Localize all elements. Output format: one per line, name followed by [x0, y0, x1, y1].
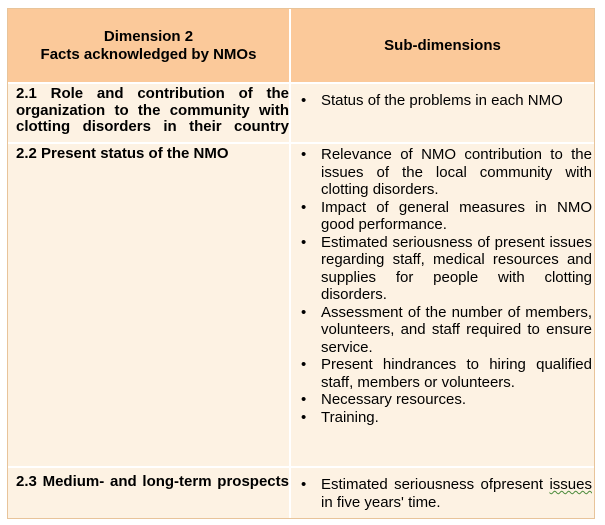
bullet-icon: • [301, 391, 307, 408]
bullet-icon: • [301, 198, 307, 216]
row-2-2-label-cell [8, 144, 289, 466]
list-item [301, 476, 592, 511]
list-item-text: Status of the problems in each NMO [321, 92, 563, 109]
list-item [301, 356, 592, 391]
bullet-icon: • [301, 233, 307, 251]
header-dimension-subtitle: Facts acknowledged by NMOs [40, 45, 257, 63]
row-2-1-label: 2.1 Role and contribution of the organization to the community with clotting disorders in their country [16, 85, 289, 135]
dimension-table [7, 8, 595, 519]
list-item-text: Training. [321, 408, 379, 426]
list-item-text: Assessment of the number of members, volunteers, and staff required to ensure service. [321, 303, 592, 356]
row-2-3-label-cell [8, 468, 289, 518]
list-item [301, 92, 592, 110]
list-item [301, 304, 592, 357]
list-item-text-before: Estimated seriousness ofpresent [321, 476, 550, 493]
header-subdimensions-cell [291, 9, 594, 82]
row-2-2-items-cell [291, 144, 594, 466]
row-2-3-items-cell [291, 468, 594, 518]
list-item-text-after: in five years' time. [321, 493, 441, 511]
list-item [301, 391, 592, 409]
bullet-icon: • [301, 303, 307, 321]
bullet-icon: • [301, 92, 307, 109]
row-2-1-label-cell [8, 84, 289, 142]
list-item [301, 199, 592, 234]
bullet-icon: • [301, 146, 307, 163]
header-dimension-cell [8, 9, 289, 82]
list-item [301, 234, 592, 304]
row-2-3-list [291, 476, 594, 511]
list-item [301, 409, 592, 427]
list-item-text: Impact of general measures in NMO good performance. [321, 198, 592, 233]
spellcheck-underlined-word: issues [549, 476, 592, 493]
bullet-icon: • [301, 408, 307, 426]
bullet-icon: • [301, 476, 307, 493]
header-dimension-title: Dimension 2 [103, 27, 194, 45]
list-item-text: Relevance of NMO contribution to the issues of the local community with clotting disorders. [321, 146, 592, 198]
row-2-2-label: 2.2 Present status of the NMO [16, 145, 229, 162]
list-item-text: Present hindrances to hiring qualified staff, members or volunteers. [321, 356, 592, 391]
bullet-icon: • [301, 356, 307, 373]
list-item [301, 146, 592, 199]
header-subdimensions-label: Sub-dimensions [384, 37, 501, 54]
row-2-2-list [291, 146, 594, 426]
list-item-text: Estimated seriousness of present issues regarding staff, medical resources and supplies for people with clotting disorders. [321, 233, 592, 303]
row-2-3-label: 2.3 Medium- and long-term prospects [16, 473, 289, 490]
row-2-1-items-cell [291, 84, 594, 142]
row-2-1-list [291, 92, 594, 110]
list-item-text: Necessary resources. [321, 391, 467, 408]
